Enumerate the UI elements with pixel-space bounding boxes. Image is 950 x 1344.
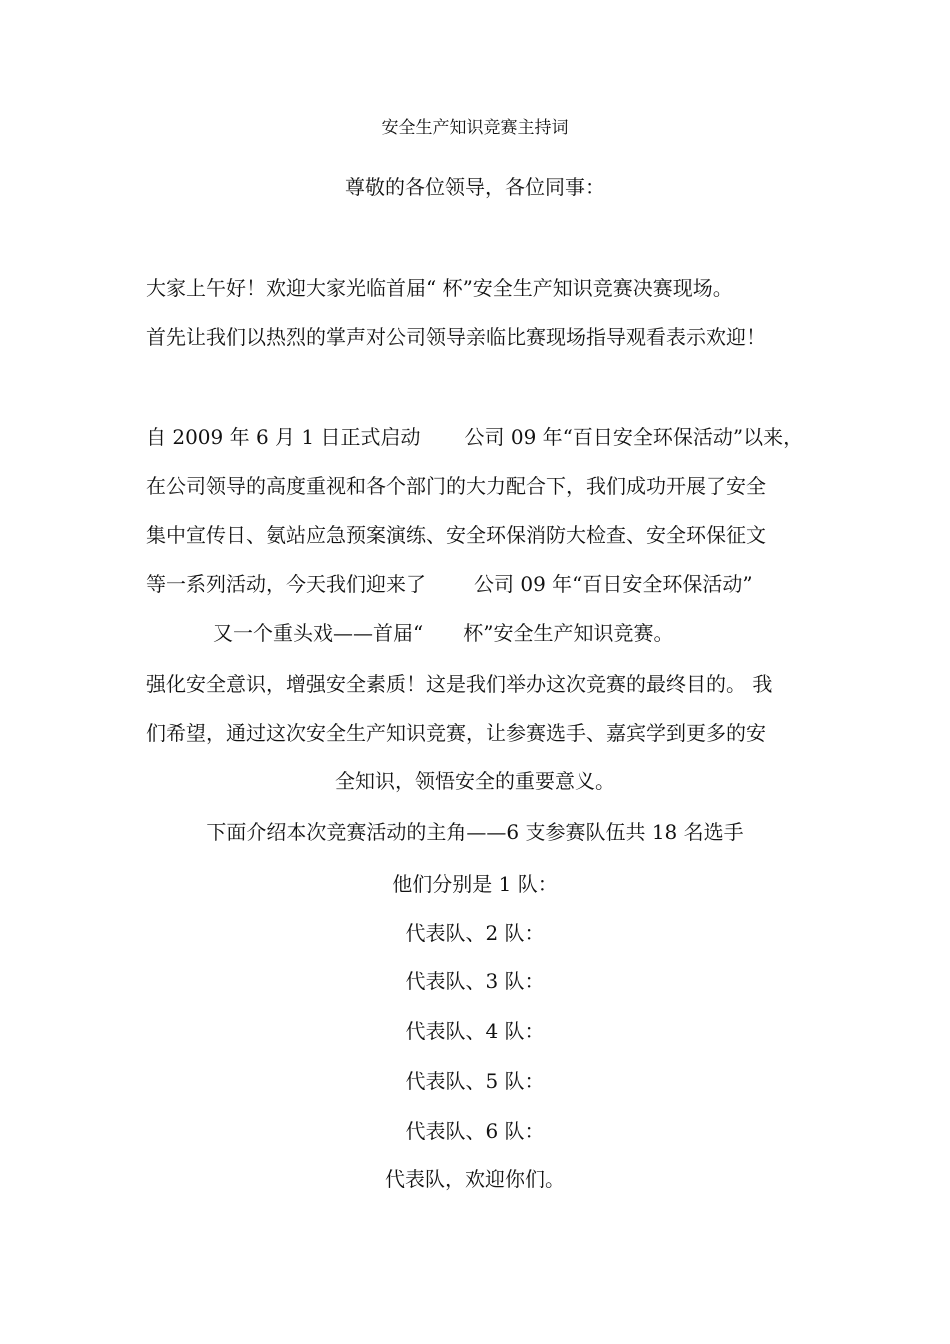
teams-heading: 下面介绍本次竞赛活动的主角——6 支参赛队伍共 18 名选手 (206, 820, 744, 844)
teams-line-1: 他们分别是 1 队： (392, 872, 558, 896)
intro-line-5-end: 杯”安全生产知识竞赛。 (463, 621, 674, 645)
intro-line-4-end: 公司 09 年“百日安全环保活动” (474, 572, 753, 596)
intro-line-5 (213, 620, 673, 646)
greeting: 尊敬的各位领导，各位同事： (345, 175, 605, 199)
teams-line-5: 代表队、5 队： (405, 1069, 545, 1093)
intro-line-3: 集中宣传日、氨站应急预案演练、安全环保消防大检查、安全环保征文 (146, 523, 766, 547)
purpose-line-3: 全知识，领悟安全的重要意义。 (335, 769, 615, 793)
teams-line-4: 代表队、4 队： (405, 1019, 545, 1043)
purpose-line-1: 强化安全意识，增强安全素质！这是我们举办这次竞赛的最终目的。 我 (146, 672, 773, 696)
document-title: 安全生产知识竞赛主持词 (381, 118, 569, 138)
welcome-line-2: 首先让我们以热烈的掌声对公司领导亲临比赛现场指导观看表示欢迎！ (146, 325, 766, 349)
teams-line-3: 代表队、3 队： (405, 969, 545, 993)
intro-line-1 (146, 424, 803, 450)
teams-closing: 代表队，欢迎你们。 (385, 1167, 565, 1191)
intro-line-1-start: 自 2009 年 6 月 1 日正式启动 (146, 425, 421, 449)
teams-line-6: 代表队、6 队： (405, 1119, 545, 1143)
welcome-line-1: 大家上午好！欢迎大家光临首届“ 杯”安全生产知识竞赛决赛现场。 (146, 276, 733, 300)
intro-line-2: 在公司领导的高度重视和各个部门的大力配合下，我们成功开展了安全 (146, 474, 766, 498)
intro-line-4 (146, 571, 753, 597)
intro-line-1-end: 公司 09 年“百日安全环保活动”以来， (464, 425, 804, 449)
intro-line-4-start: 等一系列活动，今天我们迎来了 (146, 572, 426, 596)
purpose-line-2: 们希望，通过这次安全生产知识竞赛，让参赛选手、嘉宾学到更多的安 (146, 721, 766, 745)
teams-line-2: 代表队、2 队： (405, 921, 545, 945)
intro-line-5-start: 又一个重头戏——首届“ (213, 621, 424, 645)
